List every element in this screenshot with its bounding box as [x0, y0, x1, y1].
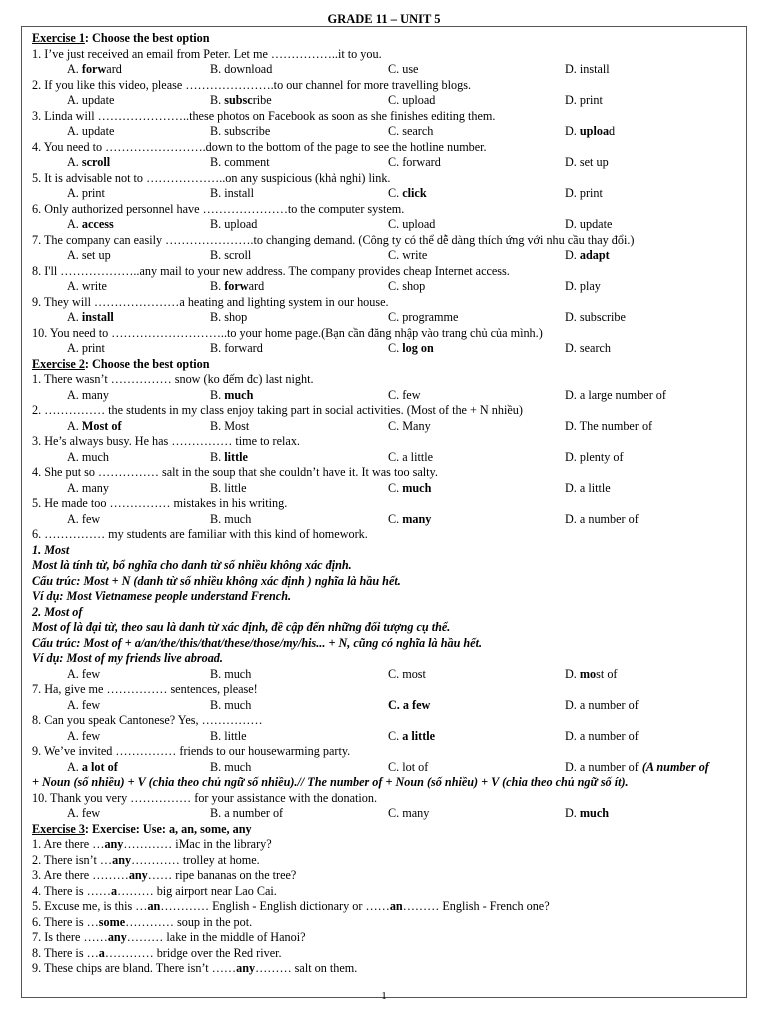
option-prefix: C.	[388, 186, 403, 200]
option-prefix: A. update	[67, 93, 115, 107]
grammar-note: Cấu trúc: Most of + a/an/the/this/that/these/those/my/his... + N, cũng có nghĩa là hầu hết.	[32, 635, 483, 650]
options-row	[32, 450, 747, 466]
option-prefix: B. install	[210, 186, 255, 200]
option-d	[565, 93, 603, 109]
fill-in-sentence	[32, 961, 747, 977]
sentence-text: ……… lake in the middle of Hanoi?	[126, 930, 306, 944]
option-prefix: B. much	[210, 511, 252, 526]
option-answer: forw	[81, 62, 107, 76]
options-row	[32, 310, 747, 326]
option-b	[210, 310, 388, 326]
option-prefix: A. write	[67, 279, 107, 293]
question-text: 3. Linda will …………………..these photos on Facebook as soon as she finishes editing them.	[32, 108, 496, 123]
option-prefix: C. programme	[388, 310, 459, 324]
option-d	[565, 512, 639, 528]
option-prefix: A. set up	[67, 248, 111, 262]
option-prefix: A.	[67, 759, 82, 774]
option-b	[210, 186, 388, 202]
option-prefix: D. a number of	[565, 759, 642, 774]
page-title: GRADE 11 – UNIT 5	[327, 12, 441, 26]
sentence-text: ……… salt on them.	[255, 961, 358, 975]
options-row	[32, 667, 747, 683]
option-answer: subsc	[224, 93, 253, 107]
option-answer: access	[81, 217, 114, 231]
options-row	[32, 279, 747, 295]
option-c	[388, 124, 565, 140]
answer: any	[112, 852, 132, 867]
option-prefix: D. a number of	[565, 511, 639, 526]
option-prefix: B.	[210, 279, 225, 293]
option-d	[565, 760, 709, 776]
question-text: 6. …………… my students are familiar with this kind of homework.	[32, 527, 368, 541]
worksheet-content	[32, 31, 747, 977]
option-prefix: A.	[67, 155, 82, 169]
option-prefix: B.	[210, 93, 225, 107]
option-prefix: B. shop	[210, 310, 248, 324]
option-c	[388, 419, 565, 435]
option-prefix: B. subscribe	[210, 124, 271, 138]
exercise-heading	[32, 357, 747, 373]
option-prefix: A.	[67, 62, 82, 76]
fill-in-sentence	[32, 946, 747, 962]
option-prefix: C. shop	[388, 279, 426, 293]
option-prefix: A.	[67, 310, 82, 324]
option-prefix: C.	[388, 480, 403, 495]
option-prefix: D.	[565, 248, 580, 262]
sentence-text: …… ripe bananas on the tree?	[147, 868, 297, 882]
option-prefix: B. forward	[210, 341, 263, 355]
answer: an	[389, 899, 403, 913]
sentence-text: 5. Excuse me, is this …	[32, 899, 148, 913]
options-row	[32, 419, 747, 435]
option-c	[388, 512, 565, 528]
option-prefix: C. use	[388, 62, 419, 76]
sentence-text: ………… bridge over the Red river.	[104, 945, 282, 960]
option-c	[388, 248, 565, 264]
fill-in-sentence	[32, 915, 747, 931]
option-c	[388, 341, 565, 357]
question-text: 2. If you like this video, please ………………….to our channel for more travelling blogs.	[32, 77, 471, 92]
option-d	[565, 729, 639, 745]
question-text: 7. Ha, give me …………… sentences, please!	[32, 682, 258, 696]
question-text: 6. Only authorized personnel have …………………to the computer system.	[32, 201, 405, 216]
option-a	[32, 93, 210, 109]
options-row	[32, 124, 747, 140]
option-prefix: A. few	[67, 728, 101, 743]
option-prefix: C. search	[388, 124, 434, 138]
option-d	[565, 419, 652, 435]
option-answer: much	[402, 480, 432, 495]
sentence-text: 7. Is there ……	[32, 930, 108, 944]
fill-in-sentence	[32, 837, 747, 853]
option-prefix: A. print	[67, 186, 105, 200]
exercise-heading	[32, 822, 747, 838]
option-c	[388, 760, 565, 776]
option-b	[210, 62, 388, 78]
question-text: 8. I'll ………………..any mail to your new address. The company provides cheap Internet access.	[32, 263, 510, 278]
grammar-note: Ví dụ: Most Vietnamese people understand French.	[32, 589, 292, 603]
option-prefix: C. upload	[388, 93, 436, 107]
option-prefix: A. few	[67, 511, 101, 526]
option-a	[32, 667, 210, 683]
option-c	[388, 450, 565, 466]
option-prefix: B.	[210, 387, 225, 402]
option-answer: log on	[402, 341, 434, 355]
option-prefix: A. many	[67, 387, 109, 402]
option-b	[210, 806, 388, 822]
grammar-note: Cấu trúc: Most + N (danh từ số nhiều không xác định ) nghĩa là hầu hết.	[32, 573, 401, 588]
option-b	[210, 341, 388, 357]
option-rest: st of	[596, 666, 618, 681]
option-prefix: A. few	[67, 806, 101, 820]
option-answer: little	[224, 449, 248, 464]
sentence-text: 1. Are there …	[32, 837, 105, 851]
option-prefix: C. Many	[388, 418, 431, 433]
grammar-note-inline: (A number of	[641, 759, 709, 774]
option-prefix: B. little	[210, 728, 247, 743]
option-prefix: D. play	[565, 279, 601, 293]
option-b	[210, 155, 388, 171]
option-a	[32, 729, 210, 745]
option-c	[388, 310, 565, 326]
option-prefix: D. a number of	[565, 697, 639, 712]
option-prefix: C.	[388, 728, 403, 743]
option-prefix: D. a number of	[565, 728, 639, 743]
question-text: 5. He made too …………… mistakes in his writing.	[32, 496, 288, 510]
option-prefix: A. much	[67, 449, 109, 464]
option-prefix: B. download	[210, 62, 273, 76]
option-prefix: C. few	[388, 387, 421, 402]
option-d	[565, 62, 610, 78]
option-answer: many	[402, 511, 432, 526]
option-a	[32, 62, 210, 78]
option-d	[565, 217, 612, 233]
grammar-note: 2. Most of	[32, 604, 83, 619]
option-a	[32, 512, 210, 528]
option-a	[32, 279, 210, 295]
option-answer: Most of	[81, 418, 122, 433]
option-rest: d	[609, 124, 616, 138]
options-row	[32, 62, 747, 78]
option-prefix: B. little	[210, 480, 247, 495]
answer: any	[104, 837, 124, 851]
fill-in-sentence	[32, 853, 747, 869]
options-row	[32, 93, 747, 109]
option-answer: much	[224, 387, 254, 402]
option-prefix: A. few	[67, 697, 101, 712]
option-c	[388, 217, 565, 233]
question-text: 8. Can you speak Cantonese? Yes, ……………	[32, 713, 263, 727]
option-d	[565, 481, 611, 497]
option-prefix: D. The number of	[565, 418, 653, 433]
option-b	[210, 450, 388, 466]
answer: any	[128, 868, 148, 882]
sentence-text: 6. There is …	[32, 914, 99, 929]
option-prefix: C. upload	[388, 217, 436, 231]
fill-in-sentence	[32, 868, 747, 884]
option-prefix: D. a large number of	[565, 387, 666, 402]
option-answer: adapt	[579, 248, 610, 262]
option-a	[32, 155, 210, 171]
option-a	[32, 388, 210, 404]
grammar-note: Ví dụ: Most of my friends live abroad.	[32, 651, 223, 665]
option-c	[388, 279, 565, 295]
option-b	[210, 419, 388, 435]
answer: any	[236, 961, 256, 975]
option-b	[210, 667, 388, 683]
option-b	[210, 124, 388, 140]
option-c	[388, 155, 565, 171]
option-answer: a little	[402, 728, 436, 743]
options-row	[32, 217, 747, 233]
option-prefix: C.	[388, 341, 403, 355]
option-prefix: B. scroll	[210, 248, 252, 262]
option-prefix: C. write	[388, 248, 428, 262]
options-row	[32, 729, 747, 745]
option-a	[32, 186, 210, 202]
question-text: 3. He’s always busy. He has …………… time to relax.	[32, 434, 300, 448]
sentence-text: ………… trolley at home.	[131, 852, 260, 867]
option-prefix: B. Most	[210, 418, 250, 433]
option-d	[565, 310, 626, 326]
fill-in-sentence	[32, 899, 747, 915]
option-a	[32, 481, 210, 497]
question-text: 9. They will …………………a heating and lighting system in our house.	[32, 294, 389, 309]
exercise-heading-number: Exercise 1	[32, 31, 85, 45]
option-d	[565, 124, 615, 140]
option-b	[210, 698, 388, 714]
options-row	[32, 481, 747, 497]
answer: an	[147, 899, 161, 913]
options-row	[32, 512, 747, 528]
exercise-heading-number: Exercise 2	[32, 356, 85, 371]
option-prefix: D.	[565, 124, 580, 138]
exercise-heading-text: : Exercise: Use: a, an, some, any	[84, 821, 252, 836]
option-prefix: A. print	[67, 341, 105, 355]
option-b	[210, 760, 388, 776]
option-b	[210, 481, 388, 497]
option-b	[210, 93, 388, 109]
grammar-note: + Noun (số nhiều) + V (chia theo chủ ngữ số nhiều).// The number of + Noun (số nhiều) + V (chia theo chủ ngữ số ít).	[32, 775, 629, 789]
question-text: 1. There wasn’t …………… snow (ko đếm đc) last night.	[32, 372, 314, 386]
option-b	[210, 248, 388, 264]
question-text: 4. You need to …………………….down to the bottom of the page to see the hotline number.	[32, 139, 487, 154]
option-prefix: A. few	[67, 666, 101, 681]
option-prefix: D. update	[565, 217, 613, 231]
option-d	[565, 806, 609, 822]
option-d	[565, 698, 639, 714]
option-prefix: C.	[388, 511, 403, 526]
option-prefix: D. search	[565, 341, 612, 355]
option-answer: a lot of	[81, 759, 118, 774]
option-d	[565, 186, 603, 202]
options-row	[32, 806, 747, 822]
answer: a	[98, 945, 105, 960]
option-prefix: A. many	[67, 480, 109, 495]
answer: some	[98, 914, 126, 929]
sentence-text: 4. There is ……	[32, 883, 111, 898]
option-prefix: A. update	[67, 124, 115, 138]
option-prefix: C. forward	[388, 155, 441, 169]
option-prefix: D. print	[565, 93, 603, 107]
question-text: 5. It is advisable not to ………………..on any suspicious (khả nghi) link.	[32, 170, 391, 185]
option-prefix: B. a number of	[210, 806, 284, 820]
page-number: 1	[381, 990, 387, 1002]
sentence-text: ……… big airport near Lao Cai.	[117, 883, 277, 898]
option-prefix: B. upload	[210, 217, 258, 231]
exercise-heading	[32, 31, 747, 47]
option-b	[210, 217, 388, 233]
option-rest: ard	[248, 279, 265, 293]
option-prefix: B. comment	[210, 155, 270, 169]
option-rest: ribe	[252, 93, 272, 107]
option-c	[388, 806, 565, 822]
option-c	[388, 388, 565, 404]
option-d	[565, 341, 611, 357]
exercise-heading-text: : Choose the best option	[84, 356, 210, 371]
option-c	[388, 481, 565, 497]
option-prefix: D. subscribe	[565, 310, 626, 324]
option-a	[32, 217, 210, 233]
option-answer: mo	[579, 666, 597, 681]
sentence-text: ……… English - French one?	[402, 899, 550, 913]
option-a	[32, 760, 210, 776]
option-prefix: C. most	[388, 666, 426, 681]
option-prefix: C. a little	[388, 449, 434, 464]
option-c	[388, 186, 565, 202]
options-row	[32, 248, 747, 264]
option-prefix: D.	[565, 666, 580, 681]
fill-in-sentence	[32, 884, 747, 900]
option-d	[565, 155, 609, 171]
option-a	[32, 310, 210, 326]
options-row	[32, 760, 747, 776]
option-answer: much	[579, 806, 610, 820]
question-text: 1. I’ve just received an email from Peter. Let me ……………..it to you.	[32, 46, 382, 61]
option-prefix: B.	[210, 449, 225, 464]
option-a	[32, 124, 210, 140]
option-a	[32, 450, 210, 466]
question-text: 7. The company can easily ………………….to changing demand. (Công ty có thể dễ dàng thích ứng với nhu cầu thay đổi.)	[32, 232, 635, 247]
option-prefix: A.	[67, 418, 82, 433]
option-prefix: D. plenty of	[565, 449, 624, 464]
grammar-note: Most là tính từ, bổ nghĩa cho danh từ số nhiều không xác định.	[32, 558, 352, 572]
sentence-text: ………… iMac in the library?	[123, 837, 272, 851]
option-answer: uploa	[579, 124, 610, 138]
exercise-heading-number: Exercise 3	[32, 821, 85, 836]
options-row	[32, 155, 747, 171]
option-b	[210, 729, 388, 745]
sentence-text: ………… soup in the pot.	[125, 914, 253, 929]
option-prefix: D. set up	[565, 155, 609, 169]
option-prefix: A.	[67, 217, 82, 231]
option-b	[210, 279, 388, 295]
option-c	[388, 667, 565, 683]
sentence-text: 3. Are there ………	[32, 868, 129, 882]
option-rest: ard	[106, 62, 122, 76]
option-prefix: D. print	[565, 186, 603, 200]
sentence-text: ………… English - English dictionary or ……	[160, 899, 390, 913]
option-a	[32, 419, 210, 435]
option-answer: install	[81, 310, 114, 324]
question-text: 2. …………… the students in my class enjoy taking part in social activities. (Most of the + N nhiều)	[32, 403, 523, 417]
option-prefix: D.	[565, 806, 580, 820]
exercise-heading-text: : Choose the best option	[84, 31, 210, 45]
option-d	[565, 248, 610, 264]
fill-in-sentence	[32, 930, 747, 946]
option-d	[565, 388, 666, 404]
option-d	[565, 667, 617, 683]
option-prefix: B. much	[210, 666, 252, 681]
options-row	[32, 341, 747, 357]
grammar-note: Most of là đại từ, theo sau là danh từ xác định, đề cập đến những đối tượng cụ thể.	[32, 620, 451, 634]
option-answer: C. a few	[388, 697, 431, 712]
option-prefix: B. much	[210, 759, 252, 774]
sentence-text: 2. There isn’t …	[32, 852, 113, 867]
option-prefix: D. install	[565, 62, 610, 76]
option-d	[565, 279, 601, 295]
option-answer: forw	[224, 279, 249, 293]
option-d	[565, 450, 624, 466]
option-a	[32, 341, 210, 357]
option-prefix: C. lot of	[388, 759, 429, 774]
option-answer: click	[402, 186, 427, 200]
answer: a	[110, 883, 118, 898]
option-c	[388, 62, 565, 78]
option-answer: scroll	[81, 155, 111, 169]
answer: any	[107, 930, 127, 944]
option-prefix: C. many	[388, 806, 430, 820]
option-c	[388, 698, 565, 714]
options-row	[32, 388, 747, 404]
question-text: 4. She put so …………… salt in the soup that she couldn’t have it. It was too salty.	[32, 465, 438, 479]
sentence-text: 9. These chips are bland. There isn’t ……	[32, 961, 237, 975]
question-text: 10. Thank you very …………… for your assistance with the donation.	[32, 790, 378, 805]
option-c	[388, 93, 565, 109]
option-b	[210, 388, 388, 404]
options-row	[32, 186, 747, 202]
sentence-text: 8. There is …	[32, 945, 99, 960]
option-a	[32, 698, 210, 714]
question-text: 9. We’ve invited …………… friends to our housewarming party.	[32, 744, 351, 758]
options-row	[32, 698, 747, 714]
option-prefix: B. much	[210, 697, 252, 712]
option-b	[210, 512, 388, 528]
option-a	[32, 806, 210, 822]
question-text: 10. You need to ………………………..to your home page.(Bạn cần đăng nhập vào trang chủ của mình.)	[32, 325, 543, 340]
grammar-note: 1. Most	[32, 542, 70, 557]
option-a	[32, 248, 210, 264]
option-prefix: D. a little	[565, 480, 611, 495]
option-c	[388, 729, 565, 745]
